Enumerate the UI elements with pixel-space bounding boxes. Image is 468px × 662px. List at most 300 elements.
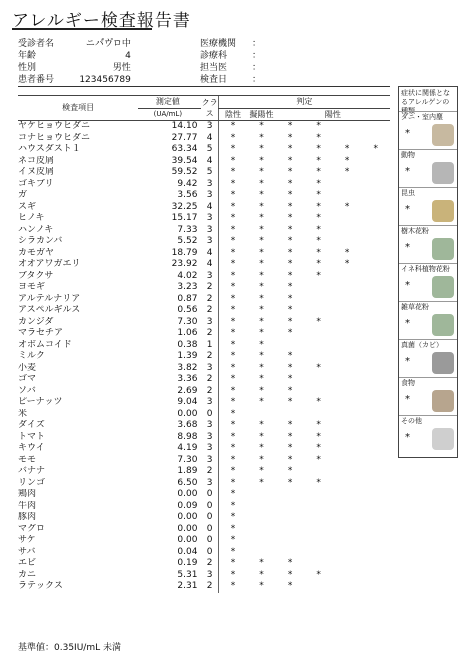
category-illustration-icon <box>432 162 454 184</box>
measured-value: 0.00 <box>177 535 198 545</box>
grade-mark: * <box>218 547 247 559</box>
measured-value: 3.56 <box>177 190 198 200</box>
examinee-label: 受診者名 <box>18 39 55 49</box>
grade-mark <box>247 501 276 513</box>
grade-mark <box>304 340 333 352</box>
grade-mark: * <box>316 443 321 453</box>
grade-mark: * <box>259 569 264 580</box>
category-panel <box>399 301 457 340</box>
grade-mark <box>333 328 362 340</box>
class-value: 0 <box>206 535 213 545</box>
item-header: 検査項目 <box>18 96 138 121</box>
grade-mark <box>247 489 276 501</box>
class-header: クラス <box>201 96 218 121</box>
grade-mark <box>361 259 390 271</box>
grade-mark: * <box>218 558 247 570</box>
grade-mark <box>276 512 305 524</box>
measured-value: 32.25 <box>171 201 198 212</box>
table-row <box>18 317 390 329</box>
class-value: 3 <box>206 224 213 235</box>
measured-value: 15.17 <box>171 213 198 223</box>
grade-mark <box>333 466 362 478</box>
measured-value: 2.31 <box>177 581 198 591</box>
grade-mark: * <box>218 121 247 133</box>
grade-mark <box>361 397 390 409</box>
measured-value: 3.23 <box>177 282 198 292</box>
grade-mark: * <box>259 236 264 246</box>
grade-mark <box>361 121 390 133</box>
allergen-name: ヤケヒョウヒダニ <box>18 121 91 131</box>
grade-mark <box>361 133 390 145</box>
allergen-name: 牛肉 <box>18 500 37 511</box>
allergen-name: 鶏肉 <box>18 489 37 499</box>
measured-value: 0.56 <box>177 305 198 315</box>
grade-mark: * <box>218 144 247 156</box>
facility-row: 医療機関 ： <box>200 36 261 49</box>
allergen-name: ヒノキ <box>18 213 45 223</box>
grade-mark: * <box>316 121 321 131</box>
category-label: 食物 <box>401 379 415 387</box>
class-value: 3 <box>206 213 213 223</box>
grade-mark: * <box>218 489 247 501</box>
measured-value: 0.19 <box>177 558 198 568</box>
grade-mark <box>304 466 333 478</box>
grade-mark <box>333 478 362 490</box>
grade-mark: * <box>218 581 247 593</box>
grade-mark: * <box>316 270 321 281</box>
grade-mark <box>304 328 333 340</box>
grade-mark <box>361 167 390 179</box>
grade-mark <box>361 512 390 524</box>
allergen-name: マグロ <box>18 523 46 534</box>
allergen-name: ブタクサ <box>18 270 54 281</box>
grade-mark <box>333 305 362 317</box>
grade-mark <box>361 340 390 352</box>
class-value: 4 <box>206 155 213 166</box>
grade-mark: * <box>218 455 247 467</box>
class-value: 3 <box>206 190 213 200</box>
grade-mark <box>361 294 390 306</box>
grade-mark <box>361 466 390 478</box>
class-value: 3 <box>206 236 213 246</box>
grade-mark: * <box>259 431 264 442</box>
sex-value: 男性 <box>112 63 131 73</box>
category-star: * <box>405 432 410 443</box>
grade-mark <box>333 443 362 455</box>
grade-mark: * <box>218 259 247 271</box>
allergen-name: ヨモギ <box>18 282 46 292</box>
grade-mark: * <box>287 385 293 396</box>
allergen-name: ダイズ <box>18 420 45 430</box>
grade-mark: * <box>316 132 321 143</box>
examinee-value: ニパ゚ウ゚ロ中 <box>85 39 131 49</box>
grade-mark: * <box>218 225 247 237</box>
grade-mark: * <box>316 213 321 223</box>
grade-mark: * <box>218 524 247 536</box>
grade-mark: * <box>287 121 293 131</box>
allergen-name: ハンノキ <box>18 224 54 235</box>
grade-mark <box>276 535 305 547</box>
grade-mark: * <box>259 190 264 200</box>
grade-mark: * <box>287 201 293 212</box>
table-row <box>18 259 390 271</box>
grade-mark <box>333 558 362 570</box>
doctor-row: 担当医 ： <box>200 60 261 73</box>
grade-mark <box>333 570 362 582</box>
category-star: * <box>405 394 410 405</box>
allergen-category-panel <box>398 86 458 458</box>
measured-value: 0.00 <box>177 523 198 534</box>
class-value: 3 <box>206 121 213 131</box>
grade-mark <box>333 340 362 352</box>
grade-mark: * <box>218 156 247 168</box>
table-row <box>18 409 390 421</box>
grade-mark <box>361 501 390 513</box>
class-value: 3 <box>206 454 213 465</box>
grade-mark: * <box>218 409 247 421</box>
grade-mark: * <box>344 201 350 212</box>
class-value: 3 <box>206 420 213 430</box>
grade-mark: * <box>287 270 293 281</box>
grade-mark: * <box>259 224 264 235</box>
measured-value: 27.77 <box>171 132 198 143</box>
category-illustration-icon <box>432 238 454 260</box>
table-row <box>18 340 390 352</box>
grade-mark: * <box>316 178 321 189</box>
allergen-name: スギ <box>18 201 37 212</box>
dept-label: 診療科 <box>200 51 228 61</box>
class-value: 0 <box>206 523 213 534</box>
grade-mark: * <box>287 178 293 189</box>
grade-mark: * <box>259 270 264 281</box>
grade-mark <box>361 179 390 191</box>
table-row <box>18 581 390 593</box>
grade-mark <box>361 328 390 340</box>
measured-value: 5.31 <box>177 569 198 580</box>
class-value: 2 <box>206 374 213 384</box>
measured-value: 3.68 <box>177 420 198 430</box>
grade-mark <box>333 512 362 524</box>
measured-value: 0.00 <box>177 489 198 499</box>
category-illustration-icon <box>432 390 454 412</box>
grade-mark: * <box>218 351 247 363</box>
allergen-name: トマト <box>18 431 46 442</box>
category-panel <box>399 187 457 226</box>
table-row <box>18 478 390 490</box>
grade-mark <box>247 535 276 547</box>
grade-mark: * <box>287 431 293 442</box>
grade-mark <box>361 271 390 283</box>
grade-mark: * <box>287 443 293 453</box>
allergen-name: シラカンバ <box>18 236 63 246</box>
grade-mark: * <box>218 570 247 582</box>
table-row <box>18 535 390 547</box>
table-row <box>18 455 390 467</box>
grade-mark <box>333 363 362 375</box>
class-value: 3 <box>206 431 213 442</box>
allergen-name: バナナ <box>18 466 46 476</box>
measured-value: 0.00 <box>177 408 198 419</box>
category-illustration-icon <box>432 276 454 298</box>
allergen-name: オオアワガエリ <box>18 259 81 269</box>
grade-mark <box>361 478 390 490</box>
class-value: 2 <box>206 351 213 361</box>
grade-mark <box>361 524 390 536</box>
table-row <box>18 501 390 513</box>
category-panel <box>399 339 457 378</box>
grade-mark <box>361 202 390 214</box>
grade-mark <box>304 581 333 593</box>
measured-value: 18.79 <box>171 247 198 258</box>
grade-mark: * <box>259 293 264 304</box>
grade-mark <box>361 317 390 329</box>
allergen-name: ハウスダスト１ <box>18 144 81 154</box>
grade-mark <box>333 409 362 421</box>
class-value: 2 <box>206 282 213 292</box>
negative-header: 陰性 <box>218 108 247 121</box>
measured-value: 5.52 <box>177 236 198 246</box>
patient-id-value: 123456789 <box>79 75 131 85</box>
grade-mark <box>361 409 390 421</box>
value-subheader: (UA/mL) <box>138 108 201 121</box>
table-row <box>18 351 390 363</box>
allergen-name: サケ <box>18 535 36 545</box>
grade-mark <box>276 409 305 421</box>
grade-mark <box>361 455 390 467</box>
grade-mark: * <box>287 293 293 304</box>
category-star: * <box>405 242 410 253</box>
grade-mark: * <box>218 535 247 547</box>
grade-mark: * <box>218 363 247 375</box>
measured-value: 4.02 <box>177 270 198 281</box>
allergen-name: アルテルナリア <box>18 293 81 304</box>
class-value: 0 <box>206 500 213 511</box>
grade-mark: * <box>259 397 264 407</box>
grade-mark <box>361 535 390 547</box>
grade-mark: * <box>287 247 293 258</box>
category-star: * <box>405 318 410 329</box>
grade-mark <box>304 386 333 398</box>
grade-mark <box>361 190 390 202</box>
measured-value: 3.82 <box>177 362 198 373</box>
table-row <box>18 271 390 283</box>
grade-mark: * <box>373 144 378 154</box>
category-label: その他 <box>401 417 422 425</box>
measured-value: 63.34 <box>171 144 198 154</box>
date-row: 検査日 ： <box>200 72 261 85</box>
allergen-name: キウイ <box>18 443 45 453</box>
allergen-name: イヌ皮屑 <box>18 167 55 177</box>
patient-id-row <box>18 72 135 85</box>
grade-mark: * <box>218 202 247 214</box>
category-label: 動物 <box>401 151 415 159</box>
allergen-name: 米 <box>18 408 28 419</box>
grade-mark <box>276 547 305 559</box>
category-star: * <box>405 166 410 177</box>
grade-mark <box>361 432 390 444</box>
allergen-name: ゴマ <box>18 374 37 384</box>
table-row <box>18 282 390 294</box>
table-row <box>18 121 390 133</box>
grade-mark: * <box>287 259 293 269</box>
grade-mark <box>333 374 362 386</box>
table-row <box>18 328 390 340</box>
grade-mark: * <box>316 167 321 177</box>
allergen-name: サバ <box>18 546 36 557</box>
class-value: 3 <box>206 569 213 580</box>
grade-mark <box>333 432 362 444</box>
grade-mark: * <box>218 501 247 513</box>
grade-mark <box>333 501 362 513</box>
grade-mark <box>333 489 362 501</box>
measured-value: 0.09 <box>177 500 198 511</box>
grade-mark: * <box>259 178 264 189</box>
table-row <box>18 179 390 191</box>
grade-mark <box>333 225 362 237</box>
grade-mark <box>304 535 333 547</box>
grade-mark: * <box>316 316 321 327</box>
measured-value: 0.04 <box>177 546 198 557</box>
grade-mark: * <box>218 340 247 352</box>
measured-value: 14.10 <box>171 121 198 131</box>
category-label: イネ科植物花粉 <box>401 265 450 273</box>
grade-mark: * <box>259 362 264 373</box>
grade-mark: * <box>218 443 247 455</box>
allergen-name: ピーナッツ <box>18 397 63 407</box>
table-row <box>18 248 390 260</box>
grade-mark: * <box>316 201 321 212</box>
class-value: 0 <box>206 408 213 419</box>
grade-mark <box>304 294 333 306</box>
table-row <box>18 547 390 559</box>
grade-mark <box>333 386 362 398</box>
category-star: * <box>405 280 410 291</box>
grade-mark: * <box>259 167 264 177</box>
age-value: 4 <box>125 51 131 61</box>
grade-mark: * <box>218 271 247 283</box>
grade-mark: * <box>344 144 350 154</box>
class-value: 3 <box>206 397 213 407</box>
grade-mark: * <box>259 259 264 269</box>
grade-mark <box>361 363 390 375</box>
class-value: 5 <box>206 144 213 154</box>
grade-mark <box>333 317 362 329</box>
table-row <box>18 374 390 386</box>
grade-mark <box>361 374 390 386</box>
category-star: * <box>405 128 410 139</box>
grade-mark: * <box>218 133 247 145</box>
class-value: 2 <box>206 466 213 476</box>
allergen-name: ゴキブリ <box>18 178 54 189</box>
grade-mark: * <box>259 477 264 488</box>
class-value: 2 <box>206 581 213 591</box>
table-row <box>18 305 390 317</box>
grade-mark <box>361 558 390 570</box>
grade-mark: * <box>287 328 293 338</box>
measured-value: 0.00 <box>177 512 198 522</box>
grade-mark: * <box>316 247 321 258</box>
table-row <box>18 294 390 306</box>
class-value: 4 <box>206 259 213 269</box>
measured-value: 3.36 <box>177 374 198 384</box>
category-label: ダニ・室内塵 <box>401 113 443 121</box>
measured-value: 4.19 <box>177 443 198 453</box>
grade-mark: * <box>316 259 321 269</box>
grade-mark <box>247 524 276 536</box>
table-row <box>18 144 390 156</box>
grade-mark: * <box>218 432 247 444</box>
grade-mark: * <box>287 316 293 327</box>
grade-mark: * <box>259 155 264 166</box>
allergen-name: モモ <box>18 454 37 465</box>
table-row <box>18 133 390 145</box>
grade-mark <box>361 282 390 294</box>
grade-mark: * <box>218 305 247 317</box>
class-value: 2 <box>206 385 213 396</box>
table-row <box>18 570 390 582</box>
grade-mark: * <box>316 431 321 442</box>
category-star: * <box>405 356 410 367</box>
grade-mark: * <box>287 144 293 154</box>
grade-mark: * <box>287 466 293 476</box>
grade-header: 判定 <box>218 96 390 109</box>
category-label: 雑草花粉 <box>401 303 429 311</box>
grade-mark: * <box>218 294 247 306</box>
grade-mark: * <box>218 466 247 478</box>
category-panel <box>399 225 457 264</box>
table-row <box>18 443 390 455</box>
grade-mark: * <box>316 155 321 166</box>
allergen-name: ラテックス <box>18 581 63 591</box>
table-row <box>18 420 390 432</box>
grade-mark: * <box>218 397 247 409</box>
allergen-name: カニ <box>18 569 37 580</box>
patient-id-label: 患者番号 <box>18 75 55 85</box>
grade-mark <box>333 133 362 145</box>
class-value: 3 <box>206 362 213 373</box>
table-row <box>18 397 390 409</box>
table-row <box>18 213 390 225</box>
grade-mark <box>361 236 390 248</box>
grade-mark: * <box>316 397 321 407</box>
class-value: 1 <box>206 339 213 350</box>
measured-value: 1.89 <box>177 466 198 476</box>
grade-mark: * <box>218 478 247 490</box>
grade-mark <box>333 420 362 432</box>
grade-mark: * <box>316 454 321 465</box>
measured-value: 59.52 <box>171 167 198 177</box>
grade-mark: * <box>287 454 293 465</box>
grade-mark: * <box>218 213 247 225</box>
grade-mark: * <box>287 224 293 235</box>
grade-mark: * <box>259 443 264 453</box>
grade-mark <box>304 351 333 363</box>
grade-mark: * <box>287 167 293 177</box>
grade-mark: * <box>316 224 321 235</box>
class-value: 2 <box>206 293 213 304</box>
class-value: 0 <box>206 489 213 499</box>
grade-mark <box>304 501 333 513</box>
table-row <box>18 167 390 179</box>
grade-mark <box>333 351 362 363</box>
grade-mark: * <box>218 386 247 398</box>
category-panel <box>399 111 457 150</box>
grade-mark: * <box>218 167 247 179</box>
grade-mark: * <box>287 397 293 407</box>
measured-value: 6.50 <box>177 477 198 488</box>
grade-mark: * <box>344 155 350 166</box>
grade-mark <box>361 225 390 237</box>
